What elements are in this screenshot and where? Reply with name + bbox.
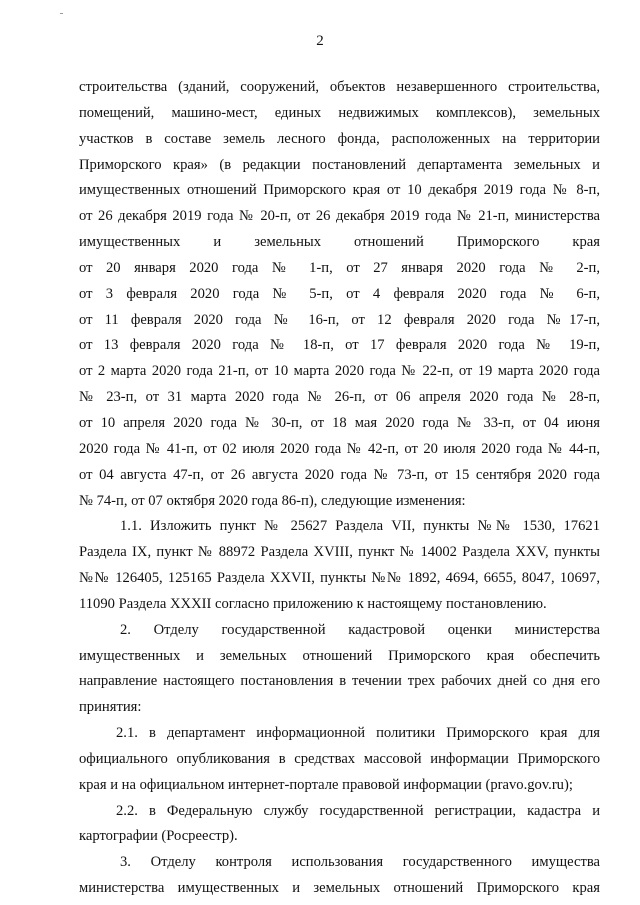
text-line: от 20 января 2020 года № 1-п, от 27 января 2020 года № 2-п,	[79, 259, 600, 276]
paragraph-3-line: 3. Отделу контроля использования государственного имущества	[120, 854, 600, 871]
text-line: принятия:	[79, 699, 142, 716]
text-line: от 13 февраля 2020 года № 18-п, от 17 февраля 2020 года № 19-п,	[79, 337, 600, 354]
document-body	[79, 75, 600, 902]
text-line: официального опубликования в средствах массовой информации Приморского	[79, 750, 600, 767]
text-line: №№ 126405, 125165 Раздела XXVII, пункты №№ 1892, 4694, 6655, 8047, 10697,	[79, 570, 600, 587]
text-line: от 26 декабря 2019 года № 20-п, от 26 декабря 2019 года № 21-п, министерства	[79, 208, 600, 225]
text-line: от 10 апреля 2020 года № 30-п, от 18 мая 2020 года № 33-п, от 04 июня	[79, 414, 600, 431]
text-line: имущественных и земельных отношений Приморского края	[79, 234, 600, 251]
paragraph-2-1-line: 2.1. в департамент информационной политики Приморского края для	[116, 725, 600, 742]
paragraph-1-1-line: 1.1. Изложить пункт № 25627 Раздела VII, пункты №№ 1530, 17621	[120, 518, 600, 535]
text-line: 2020 года № 41-п, от 02 июля 2020 года № 42-п, от 20 июля 2020 года № 44-п,	[79, 440, 600, 457]
text-line: № 74-п, от 07 октября 2020 года 86-п), следующие изменения:	[79, 492, 466, 509]
text-line: от 11 февраля 2020 года № 16-п, от 12 февраля 2020 года №17-п,	[79, 311, 600, 328]
text-line: картографии (Росреестр).	[79, 828, 238, 845]
text-line: имущественных и земельных отношений Приморского края обеспечить	[79, 647, 600, 664]
text-line: 11090 Раздела XXXII согласно приложению к настоящему постановлению.	[79, 595, 547, 612]
text-line: № 23-п, от 31 марта 2020 года № 26-п, от 06 апреля 2020 года № 28-п,	[79, 389, 600, 406]
text-line: Приморского края» (в редакции постановлений департамента земельных и	[79, 156, 600, 173]
paragraph-2-line: 2. Отделу государственной кадастровой оценки министерства	[120, 621, 600, 638]
page-number: 2	[316, 33, 324, 49]
text-line: от 04 августа 47-п, от 26 августа 2020 года № 73-п, от 15 сентября 2020 года	[79, 466, 600, 483]
text-line: строительства (зданий, сооружений, объектов незавершенного строительства,	[79, 79, 600, 95]
text-line: министерства имущественных и земельных отношений Приморского края	[79, 880, 600, 897]
paragraph-2-2-line: 2.2. в Федеральную службу государственной регистрации, кадастра и	[116, 802, 600, 819]
text-line: края и на официальном интернет-портале правовой информации (pravo.gov.ru);	[79, 776, 573, 793]
text-line: от 3 февраля 2020 года № 5-п, от 4 февраля 2020 года № 6-п,	[79, 285, 600, 302]
text-line: от 2 марта 2020 года 21-п, от 10 марта 2020 года № 22-п, от 19 марта 2020 года	[79, 363, 600, 380]
text-line: Раздела IX, пункт № 88972 Раздела XVIII, пункт № 14002 Раздела XXV, пункты	[79, 544, 600, 561]
text-line: имущественных отношений Приморского края от 10 декабря 2019 года № 8-п,	[79, 182, 600, 199]
text-line: участков в составе земель лесного фонда, расположенных на территории	[79, 130, 600, 147]
text-line: помещений, машино-мест, единых недвижимых комплексов), земельных	[79, 104, 600, 121]
text-line: направление настоящего постановления в течении трех рабочих дней со дня его	[79, 673, 600, 690]
scan-speck	[60, 13, 63, 14]
